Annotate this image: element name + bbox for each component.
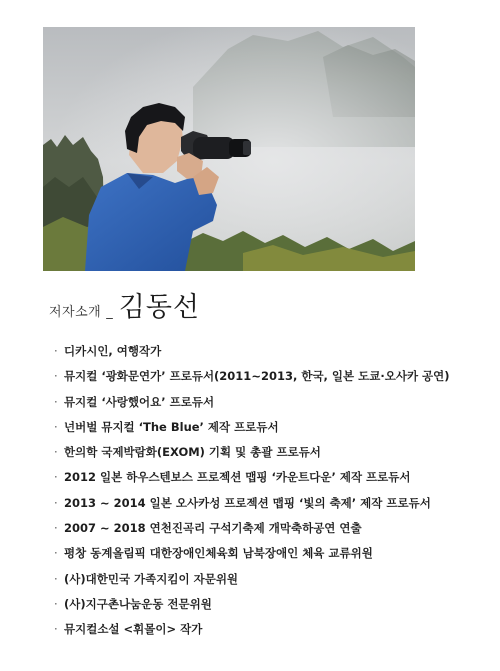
bullet: ·: [54, 596, 58, 611]
list-item: [54, 617, 494, 642]
author-photo: [43, 27, 415, 271]
list-item: [54, 390, 494, 415]
list-item: [54, 567, 494, 592]
list-item: [54, 592, 494, 617]
list-item: [54, 541, 494, 566]
bullet: ·: [54, 419, 58, 434]
bio-item-text: 디카시인, 여행작가: [64, 344, 162, 358]
bio-item-text: 2012 일본 하우스텐보스 프로젝션 맵핑 ‘카운트다운’ 제작 프로듀서: [64, 470, 411, 485]
list-item: [54, 491, 494, 516]
author-heading: [49, 285, 200, 325]
list-item: [54, 465, 494, 490]
bio-item-text: 뮤지컬소설 <휘몰이> 작가: [64, 622, 203, 637]
list-item: [54, 415, 494, 440]
bullet: ·: [54, 495, 58, 510]
bio-item-text: 평창 동계올림픽 대한장애인체육회 남북장애인 체육 교류위원: [64, 546, 373, 561]
heading-separator: _: [106, 305, 113, 320]
author-name: 김동선: [118, 292, 200, 323]
bullet: ·: [54, 470, 58, 485]
list-item: [54, 364, 494, 389]
bio-item-text: 2007 ~ 2018 연천진곡리 구석기축제 개막축하공연 연출: [64, 521, 362, 536]
bullet: ·: [54, 445, 58, 460]
bio-item-text: (사)지구촌나눔운동 전문위원: [64, 596, 212, 611]
bullet: ·: [54, 622, 58, 637]
bio-item-text: 뮤지컬 ‘사랑했어요’ 프로듀서: [64, 394, 215, 409]
list-item: [54, 339, 494, 364]
bio-item-text: 2013 ~ 2014 일본 오사카성 프로젝션 맵핑 ‘빛의 축제’ 제작 프로듀서: [64, 495, 431, 510]
list-item: [54, 440, 494, 465]
bio-item-text: 한의학 국제박람화(EXOM) 기획 및 총괄 프로듀서: [64, 445, 321, 460]
bullet: ·: [54, 546, 58, 561]
bullet: ·: [54, 394, 58, 409]
bio-item-text: 뮤지컬 ‘광화문연가’ 프로듀서(2011~2013, 한국, 일본 도쿄·오사카 공연): [64, 369, 450, 384]
bullet: ·: [54, 521, 58, 536]
bullet: ·: [54, 344, 58, 358]
bio-list: [54, 339, 494, 643]
bio-item-text: (사)대한민국 가족지킴이 자문위원: [64, 571, 239, 586]
section-subtitle: 저자소개: [49, 305, 102, 320]
bio-item-text: 넌버벌 뮤지컬 ‘The Blue’ 제작 프로듀서: [64, 419, 279, 434]
bullet: ·: [54, 369, 58, 384]
list-item: [54, 516, 494, 541]
bullet: ·: [54, 571, 58, 586]
